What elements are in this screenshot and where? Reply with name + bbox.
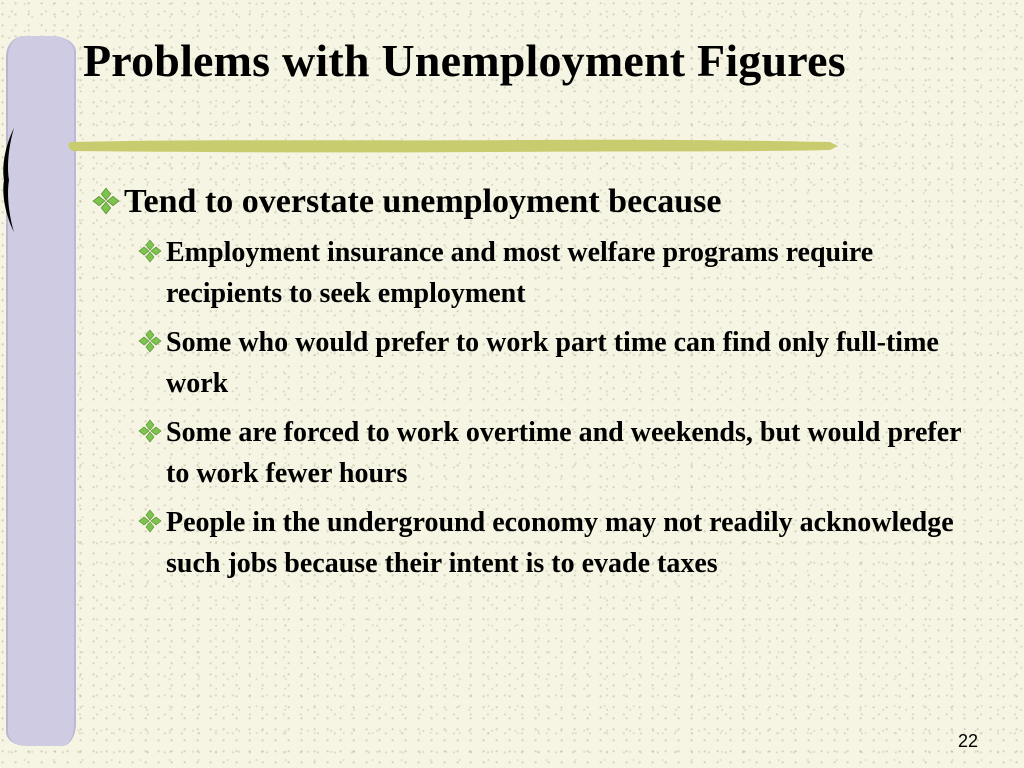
page-number: 22: [957, 731, 978, 751]
list-item: [138, 502, 968, 584]
list-item: [138, 412, 968, 494]
four-diamond-bullet-icon: [138, 329, 162, 353]
sub-bullet-text: Some who would prefer to work part time can find only full-time work: [166, 327, 939, 399]
sub-bullet-text: People in the underground economy may not readily acknowledge such jobs because their intent is to evade taxes: [166, 507, 954, 579]
sub-bullet-text: Some are forced to work overtime and weekends, but would prefer to work fewer hours: [166, 417, 962, 489]
four-diamond-bullet-icon: [92, 187, 120, 215]
four-diamond-bullet-icon: [138, 419, 162, 443]
four-diamond-bullet-icon: [138, 239, 162, 263]
list-item: [138, 322, 968, 404]
list-item: [138, 232, 968, 314]
bracket-ornament: [0, 128, 22, 232]
main-bullet-text: Tend to overstate unemployment because: [124, 183, 722, 220]
four-diamond-bullet-icon: [138, 509, 162, 533]
slide-title: Problems with Unemployment Figures: [83, 35, 846, 86]
title-underline: [68, 138, 838, 154]
slide-content: [92, 182, 992, 592]
list-item: [92, 182, 992, 222]
sub-bullet-text: Employment insurance and most welfare programs require recipients to seek employment: [166, 237, 874, 309]
sub-bullet-list: [138, 232, 992, 584]
